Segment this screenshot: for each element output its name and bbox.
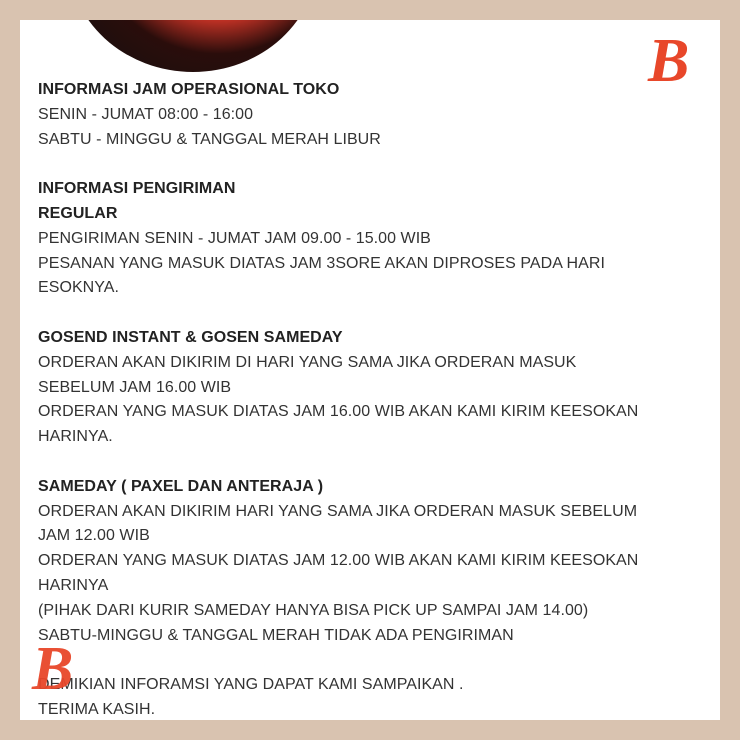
brand-watermark-logo: B bbox=[32, 635, 74, 703]
subheading-regular: REGULAR bbox=[38, 204, 118, 222]
text-line: JAM 12.00 WIB bbox=[38, 527, 150, 545]
text-line: SENIN - JUMAT 08:00 - 16:00 bbox=[38, 105, 254, 123]
closing-thanks: TERIMA KASIH. bbox=[38, 700, 156, 718]
text-line: PESANAN YANG MASUK DIATAS JAM 3SORE AKAN DIPROSES PADA HARI bbox=[38, 254, 605, 272]
text-line: HARINYA. bbox=[38, 428, 113, 446]
brand-logo: B bbox=[648, 27, 690, 95]
subheading-sameday: SAMEDAY ( PAXEL DAN ANTERAJA ) bbox=[38, 477, 324, 495]
subheading-gosend: GOSEND INSTANT & GOSEN SAMEDAY bbox=[38, 328, 343, 346]
profile-avatar-partial bbox=[68, 20, 318, 72]
text-line: ESOKNYA. bbox=[38, 279, 120, 297]
text-line: SEBELUM JAM 16.00 WIB bbox=[38, 378, 232, 396]
text-line: ORDERAN YANG MASUK DIATAS JAM 16.00 WIB AKAN KAMI KIRIM KEESOKAN bbox=[38, 403, 639, 421]
text-line: ORDERAN AKAN DIKIRIM HARI YANG SAMA JIKA ORDERAN MASUK SEBELUM bbox=[38, 502, 638, 520]
text-line: PENGIRIMAN SENIN - JUMAT JAM 09.00 - 15.00 WIB bbox=[38, 229, 431, 247]
text-line: SABTU - MINGGU & TANGGAL MERAH LIBUR bbox=[38, 130, 381, 148]
text-line: ORDERAN YANG MASUK DIATAS JAM 12.00 WIB AKAN KAMI KIRIM KEESOKAN bbox=[38, 552, 639, 570]
closing-line: DEMIKIAN INFORAMSI YANG DAPAT KAMI SAMPAIKAN . bbox=[38, 676, 464, 694]
heading-shipping-info: INFORMASI PENGIRIMAN bbox=[38, 180, 236, 198]
blank-line bbox=[38, 152, 713, 177]
announcement-text bbox=[38, 78, 713, 720]
text-line: ORDERAN AKAN DIKIRIM DI HARI YANG SAMA JIKA ORDERAN MASUK bbox=[38, 353, 577, 371]
heading-store-hours: INFORMASI JAM OPERASIONAL TOKO bbox=[38, 81, 340, 98]
text-line: SABTU-MINGGU & TANGGAL MERAH TIDAK ADA PENGIRIMAN bbox=[38, 626, 514, 644]
blank-line bbox=[38, 301, 713, 326]
text-line: HARINYA bbox=[38, 576, 109, 594]
blank-line bbox=[38, 648, 713, 673]
announcement-card bbox=[20, 20, 720, 720]
text-line: (PIHAK DARI KURIR SAMEDAY HANYA BISA PICK UP SAMPAI JAM 14.00) bbox=[38, 601, 589, 619]
blank-line bbox=[38, 450, 713, 475]
